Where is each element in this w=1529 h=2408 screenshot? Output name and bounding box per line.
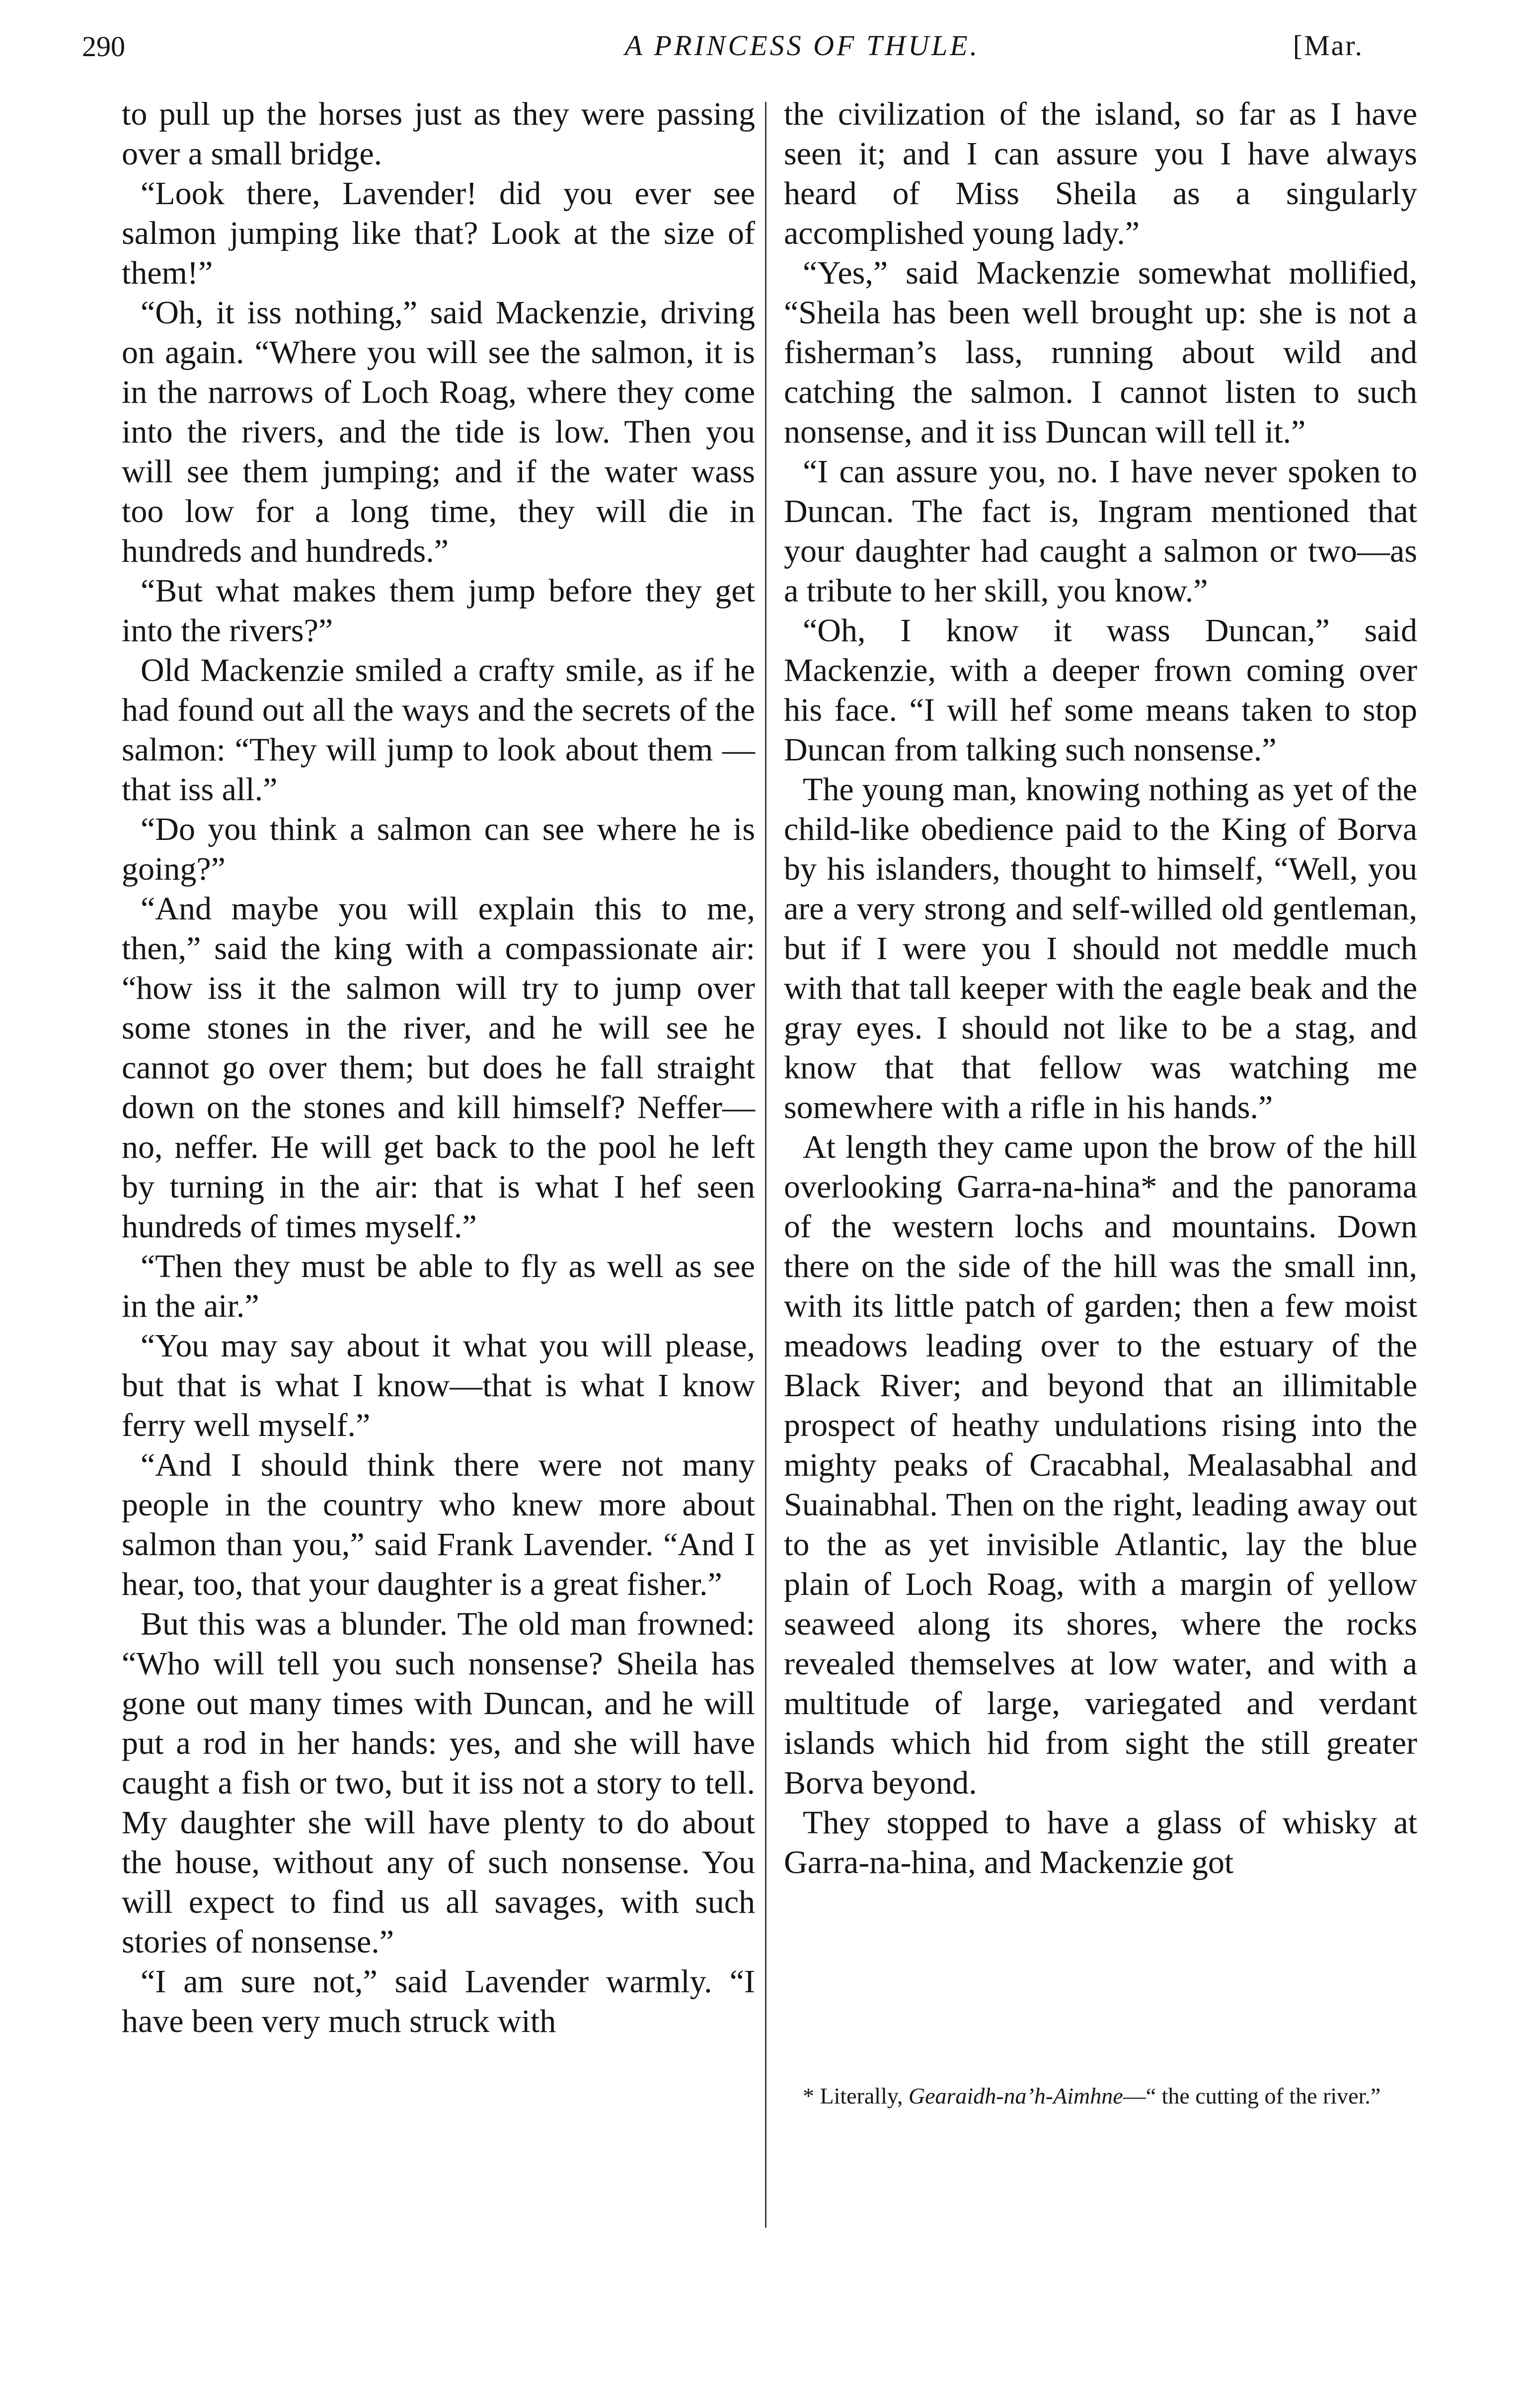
paragraph: to pull up the horses just as they were passing over a small bridge.: [122, 96, 755, 172]
paragraph: “Look there, Lavender! did you ever see salmon jumping like that? Look at the size of them!”: [122, 175, 755, 291]
page-number: 290: [82, 30, 125, 63]
paragraph: “You may say about it what you will please, but that is what I know—that is what I know ferry well myself.”: [122, 1328, 755, 1443]
paragraph: They stopped to have a glass of whisky at Garra-na-hina, and Mackenzie got: [784, 1805, 1417, 1881]
paragraph: the civilization of the island, so far as I have seen it; and I can assure you I have always heard of Miss Sheila as a singularly accomplished young lady.”: [784, 96, 1417, 251]
paragraph: But this was a blunder. The old man frowned: “Who will tell you such nonsense? Sheila has gone out many times with Duncan, and he will put a rod in her hands: yes, and she will have caught a fish or two, but it iss not a story to tell. My daughter she will have plenty to do about the house, without any of such nonsense. You will expect to find us all savages, with such stories of nonsense.”: [122, 1606, 755, 1960]
paragraph: “I am sure not,” said Lavender warmly. “I have been very much struck with: [122, 1963, 755, 2039]
running-title: A PRINCESS OF THULE.: [624, 29, 980, 62]
paragraph: “I can assure you, no. I have never spoken to Duncan. The fact is, Ingram mentioned that your daughter had caught a salmon or two—as a tribute to her skill, you know.”: [784, 453, 1417, 609]
paragraph: “Oh, I know it wass Duncan,” said Mackenzie, with a deeper frown coming over his face. “I will hef some means taken to stop Duncan from talking such nonsense.”: [784, 612, 1417, 768]
paragraph: Old Mackenzie smiled a crafty smile, as if he had found out all the ways and the secrets of the salmon: “They will jump to look about them — that iss all.”: [122, 652, 755, 808]
footnote-term: Gearaidh-na’h-Aimhne: [908, 2083, 1123, 2108]
paragraph: At length they came upon the brow of the hill overlooking Garra-na-hina* and the panorama of the western lochs and mountains. Down there on the side of the hill was the small inn, with its little patch of garden; then a few moist meadows leading over to the estuary of the Black River; and beyond that an illimitable prospect of heathy undulations rising into the mighty peaks of Cracabhal, Mealasabhal and Suainabhal. Then on the right, leading away out to the as yet invisible Atlantic, lay the blue plain of Loch Roag, with a margin of yellow seaweed along its shores, where the rocks revealed themselves at low water, and with a multitude of large, variegated and verdant islands which hid from sight the still greater Borva beyond.: [784, 1129, 1417, 1801]
paragraph: The young man, knowing nothing as yet of the child-like obedience paid to the King of Borva by his islanders, thought to himself, “Well, you are a very strong and self-willed old gentleman, but if I were you I should not meddle much with that tall keeper with the eagle beak and the gray eyes. I should not like to be a stag, and know that that fellow was watching me somewhere with a rifle in his hands.”: [784, 771, 1417, 1126]
left-column: [122, 94, 755, 2041]
paragraph: “Then they must be able to fly as well as see in the air.”: [122, 1248, 755, 1324]
paragraph: “Oh, it iss nothing,” said Mackenzie, driving on again. “Where you will see the salmon, it is in the narrows of Loch Roag, where they come into the rivers, and the tide is low. Then you will see them jumping; and if the water wass too low for a long time, they will die in hundreds and hundreds.”: [122, 295, 755, 569]
paragraph: “Do you think a salmon can see where he is going?”: [122, 811, 755, 887]
footnote-gloss: —“ the cutting of the river.”: [1123, 2083, 1381, 2108]
paragraph: “But what makes them jump before they get into the rivers?”: [122, 573, 755, 649]
right-column: [784, 94, 1417, 1882]
footnote: [784, 2081, 1417, 2111]
column-divider: [765, 102, 766, 2228]
paragraph: “And maybe you will explain this to me, then,” said the king with a compassionate air: “how iss it the salmon will try to jump over some stones in the river, and he will see he cannot go over them; but does he fall straight down on the stones and kill himself? Neffer—no, neffer. He will get back to the pool he left by turning in the air: that is what I hef seen hundreds of times myself.”: [122, 891, 755, 1245]
footnote-lead: * Literally,: [803, 2083, 909, 2108]
running-header: [82, 17, 1364, 72]
paragraph: “Yes,” said Mackenzie somewhat mollified, “Sheila has been well brought up: she is not a fisherman’s lass, running about wild and catching the salmon. I cannot listen to such nonsense, and it iss Duncan will tell it.”: [784, 255, 1417, 450]
paragraph: “And I should think there were not many people in the country who knew more about salmon than you,” said Frank Lavender. “And I hear, too, that your daughter is a great fisher.”: [122, 1447, 755, 1602]
month-tag: [Mar.: [1293, 29, 1364, 62]
